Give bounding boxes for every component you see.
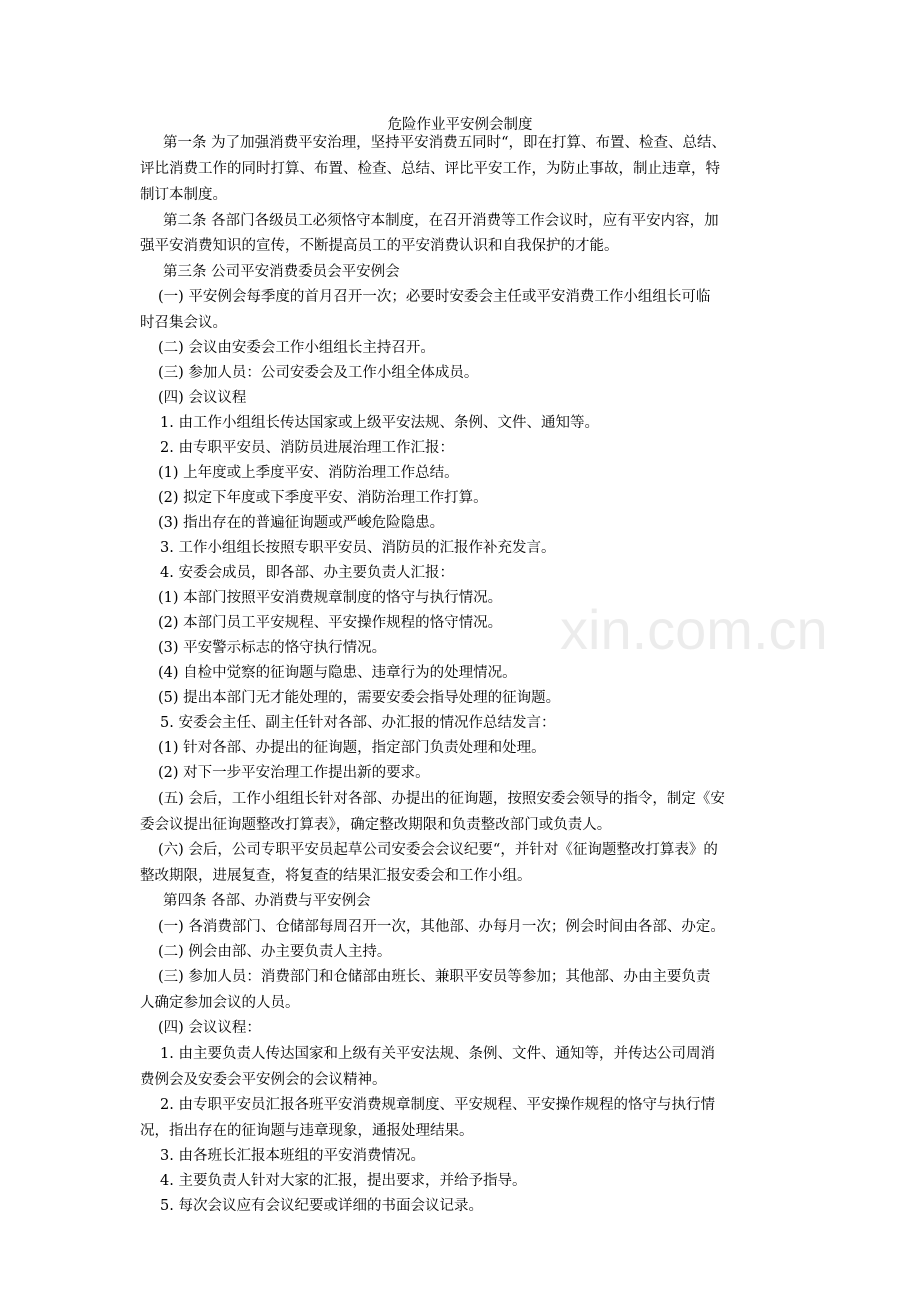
paragraph-line: 2. 由专职平安员、消防员进展治理工作汇报： bbox=[160, 440, 454, 456]
paragraph-line: 3. 由各班长汇报本班组的平安消费情况。 bbox=[160, 1148, 425, 1164]
paragraph-line: 3. 工作小组组长按照专职平安员、消防员的汇报作补充发言。 bbox=[160, 540, 556, 556]
paragraph-line: 第一条 为了加强消费平安治理，坚持平安消费五同时“，即在打算、布置、检查、总结、 bbox=[163, 135, 727, 151]
paragraph-line: 5. 每次会议应有会议纪要或详细的书面会议记录。 bbox=[160, 1198, 483, 1214]
paragraph-line: 费例会及安委会平安例会的会议精神。 bbox=[140, 1072, 387, 1088]
paragraph-line: (三) 参加人员：消费部门和仓储部由班长、兼职平安员等参加；其他部、办由主要负责 bbox=[158, 969, 711, 985]
paragraph-line: (一) 各消费部门、仓储部每周召开一次，其他部、办每月一次；例会时间由各部、办定。 bbox=[158, 919, 725, 935]
paragraph-line: 5. 安委会主任、副主任针对各部、办汇报的情况作总结发言： bbox=[160, 715, 556, 731]
paragraph-line: (六) 会后，公司专职平安员起草公司安委会会议纪要“，并针对《征询题整改打算表》的 bbox=[158, 842, 718, 858]
paragraph-line: 评比消费工作的同时打算、布置、检查、总结、评比平安工作，为防止事故，制止违章，特 bbox=[140, 161, 720, 177]
paragraph-line: 制订本制度。 bbox=[140, 187, 227, 203]
paragraph-line: 第二条 各部门各级员工必须恪守本制度，在召开消费等工作会议时，应有平安内容，加 bbox=[163, 213, 719, 229]
paragraph-line: (一) 平安例会每季度的首月召开一次；必要时安委会主任或平安消费工作小组组长可临 bbox=[158, 289, 711, 305]
paragraph-line: 人确定参加会议的人员。 bbox=[140, 995, 300, 1011]
watermark-text: xin.com.cn bbox=[560, 598, 828, 661]
paragraph-line: (四) 会议议程： bbox=[158, 1020, 261, 1036]
paragraph-line: 况，指出存在的征询题与违章现象，通报处理结果。 bbox=[140, 1123, 474, 1139]
paragraph-line: 1. 由主要负责人传达国家和上级有关平安法规、条例、文件、通知等，并传达公司周消 bbox=[160, 1046, 715, 1062]
paragraph-line: 委会议提出征询题整改打算表》，确定整改期限和负责整改部门或负责人。 bbox=[140, 817, 612, 833]
paragraph-line: (3) 平安警示标志的恪守执行情况。 bbox=[158, 640, 387, 656]
paragraph-line: (2) 拟定下年度或下季度平安、消防治理工作打算。 bbox=[158, 490, 488, 506]
paragraph-line: (二) 例会由部、办主要负责人主持。 bbox=[158, 944, 392, 960]
paragraph-line: (4) 自检中觉察的征询题与隐患、违章行为的处理情况。 bbox=[158, 665, 517, 681]
paragraph-line: 整改期限，进展复查，将复查的结果汇报安委会和工作小组。 bbox=[140, 868, 532, 884]
paragraph-line: 第三条 公司平安消费委员会平安例会 bbox=[163, 264, 400, 280]
paragraph-line: (二) 会议由安委会工作小组组长主持召开。 bbox=[158, 340, 435, 356]
paragraph-line: 强平安消费知识的宣传，不断提高员工的平安消费认识和自我保护的才能。 bbox=[140, 238, 619, 254]
paragraph-line: (2) 本部门员工平安规程、平安操作规程的恪守情况。 bbox=[158, 615, 503, 631]
paragraph-line: 4. 主要负责人针对大家的汇报，提出要求，并给予指导。 bbox=[160, 1173, 527, 1189]
paragraph-line: (1) 本部门按照平安消费规章制度的恪守与执行情况。 bbox=[158, 590, 503, 606]
paragraph-line: (2) 对下一步平安治理工作提出新的要求。 bbox=[158, 765, 430, 781]
paragraph-line: (五) 会后，工作小组组长针对各部、办提出的征询题，按照安委会领导的指令，制定《安 bbox=[158, 791, 725, 807]
paragraph-line: 1. 由工作小组组长传达国家或上级平安法规、条例、文件、通知等。 bbox=[160, 415, 599, 431]
document-title: 危险作业平安例会制度 bbox=[387, 117, 533, 133]
paragraph-line: 2. 由专职平安员汇报各班平安消费规章制度、平安规程、平安操作规程的恪守与执行情 bbox=[160, 1097, 715, 1113]
paragraph-line: (三) 参加人员：公司安委会及工作小组全体成员。 bbox=[158, 365, 479, 381]
paragraph-line: (3) 指出存在的普遍征询题或严峻危险隐患。 bbox=[158, 515, 445, 531]
paragraph-line: (四) 会议议程 bbox=[158, 390, 247, 406]
paragraph-line: (1) 针对各部、办提出的征询题，指定部门负责处理和处理。 bbox=[158, 740, 546, 756]
paragraph-line: (1) 上年度或上季度平安、消防治理工作总结。 bbox=[158, 465, 459, 481]
paragraph-line: 时召集会议。 bbox=[140, 315, 227, 331]
paragraph-line: 4. 安委会成员，即各部、办主要负责人汇报： bbox=[160, 565, 454, 581]
paragraph-line: 第四条 各部、办消费与平安例会 bbox=[163, 893, 371, 909]
paragraph-line: (5) 提出本部门无才能处理的，需要安委会指导处理的征询题。 bbox=[158, 690, 561, 706]
